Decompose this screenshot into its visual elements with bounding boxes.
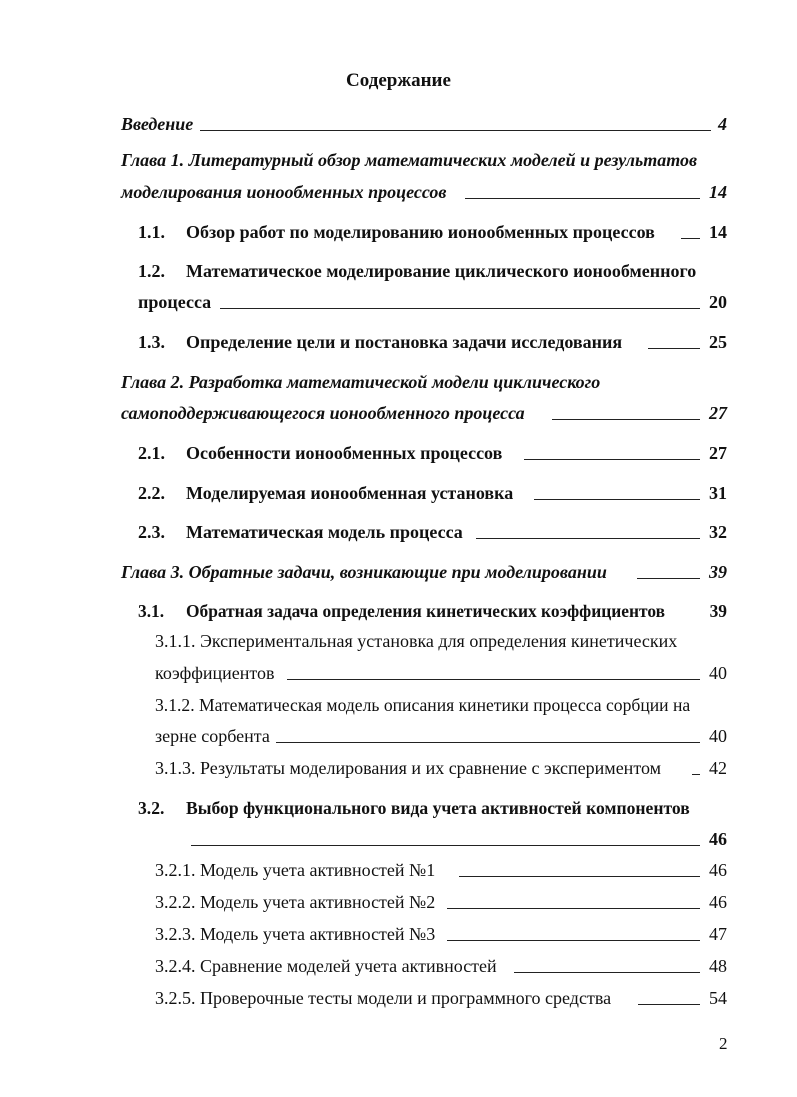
toc-entry-text: Обратная задача определения кинетических коэффициентов xyxy=(186,601,665,621)
toc-entry-text: Глава 1. Литературный обзор математических моделей и результатов xyxy=(121,150,698,170)
toc-entry-text: Выбор функционального вида учета активностей компонентов xyxy=(186,798,690,818)
toc-entry xyxy=(0,179,797,205)
toc-entry xyxy=(0,953,797,979)
toc-entry-page: 48 xyxy=(709,956,727,976)
toc-entry-page: 40 xyxy=(709,663,727,683)
toc-entry xyxy=(0,660,797,686)
toc-leader xyxy=(514,972,700,973)
toc-entry-text: Математическая модель процесса xyxy=(186,522,463,542)
toc-entry-page: 46 xyxy=(709,829,727,849)
toc-leader xyxy=(638,1004,700,1005)
toc-entry-text: Моделируемая ионообменная установка xyxy=(186,483,514,503)
toc-leader xyxy=(692,774,700,775)
toc-entry-page: 4 xyxy=(718,114,727,134)
toc-entry-number: 1.3. xyxy=(138,332,165,352)
toc-entry-text: Определение цели и постановка задачи исследования xyxy=(186,332,623,352)
toc-entry xyxy=(0,440,797,466)
toc-entry-text: Глава 2. Разработка математической модели циклического xyxy=(121,372,601,392)
toc-entry-page: 27 xyxy=(709,403,727,423)
toc-entry-text: Введение xyxy=(121,114,194,134)
toc-entry-text: 3.1.1. Экспериментальная установка для определения кинетических xyxy=(155,631,678,651)
toc-entry xyxy=(0,559,797,585)
toc-entry-text: моделирования ионообменных процессов xyxy=(121,182,447,202)
toc-entry-page: 42 xyxy=(709,758,727,778)
toc-entry-page: 46 xyxy=(709,892,727,912)
toc-leader xyxy=(552,419,700,420)
toc-leader xyxy=(276,742,700,743)
toc-leader xyxy=(220,308,700,309)
toc-title: Содержание xyxy=(346,70,451,91)
toc-entry-number: 2.1. xyxy=(138,443,165,463)
toc-entry xyxy=(0,400,797,426)
toc-leader xyxy=(191,845,700,846)
toc-entry-text: зерне сорбента xyxy=(155,726,270,746)
toc-entry-page: 20 xyxy=(709,292,727,312)
toc-entry xyxy=(0,289,797,315)
toc-entry xyxy=(0,889,797,915)
toc-entry xyxy=(0,692,797,718)
toc-entry-text: Математическое моделирование циклического ионообменного xyxy=(186,261,697,281)
toc-leader xyxy=(200,130,711,131)
toc-entry xyxy=(0,628,797,654)
toc-entry xyxy=(0,258,797,284)
toc-entry xyxy=(0,755,797,781)
toc-entry-text: самоподдерживающегося ионообменного процесса xyxy=(121,403,525,423)
toc-entry-number: 1.2. xyxy=(138,261,165,281)
toc-entry xyxy=(0,826,797,852)
toc-entry-text: коэффициентов xyxy=(155,663,275,683)
toc-entry-text: 3.1.2. Математическая модель описания кинетики процесса сорбции на xyxy=(155,695,691,715)
toc-entry xyxy=(0,519,797,545)
toc-entry-page: 32 xyxy=(709,522,727,542)
toc-entry xyxy=(0,329,797,355)
toc-entry xyxy=(0,795,797,821)
toc-leader xyxy=(287,679,700,680)
toc-leader xyxy=(459,876,700,877)
toc-leader xyxy=(524,459,700,460)
toc-entry xyxy=(0,147,797,173)
toc-entry-text: 3.2.5. Проверочные тесты модели и программного средства xyxy=(155,988,612,1008)
toc-leader xyxy=(447,908,700,909)
toc-leader xyxy=(637,578,700,579)
toc-entry-page: 46 xyxy=(709,860,727,880)
toc-entry-page: 25 xyxy=(709,332,727,352)
toc-entry-number: 3.1. xyxy=(138,601,165,621)
toc-leader xyxy=(447,940,700,941)
toc-entry-page: 27 xyxy=(709,443,727,463)
toc-entry-page: 47 xyxy=(709,924,727,944)
toc-entry-text: процесса xyxy=(138,292,212,312)
toc-leader xyxy=(681,238,700,239)
toc-leader xyxy=(534,499,700,500)
toc-entry-number: 2.3. xyxy=(138,522,165,542)
toc-entry-number: 3.2. xyxy=(138,798,165,818)
toc-entry xyxy=(0,219,797,245)
toc-entry xyxy=(0,369,797,395)
toc-entry xyxy=(0,921,797,947)
toc-entry-text: Обзор работ по моделированию ионообменных процессов xyxy=(186,222,655,242)
toc-entry-text: Особенности ионообменных процессов xyxy=(186,443,503,463)
toc-entry-text: 3.2.4. Сравнение моделей учета активностей xyxy=(155,956,497,976)
toc-entry-number: 2.2. xyxy=(138,483,165,503)
toc-entry xyxy=(0,111,797,137)
toc-entry-page: 31 xyxy=(709,483,727,503)
toc-entry xyxy=(0,480,797,506)
toc-entry-page: 14 xyxy=(709,222,727,242)
page-number: 2 xyxy=(719,1034,728,1053)
toc-entry xyxy=(0,857,797,883)
toc-entry-text: Глава 3. Обратные задачи, возникающие при моделировании xyxy=(121,562,607,582)
toc-entry-text: 3.2.1. Модель учета активностей №1 xyxy=(155,860,436,880)
toc-entry-text: 3.2.3. Модель учета активностей №3 xyxy=(155,924,436,944)
toc-entry-text: 3.1.3. Результаты моделирования и их сравнение с экспериментом xyxy=(155,758,661,778)
toc-entry-page: 14 xyxy=(709,182,727,202)
toc-entry-number: 1.1. xyxy=(138,222,165,242)
toc-entry-page: 39 xyxy=(709,562,727,582)
toc-entry-page: 39 xyxy=(709,601,727,621)
toc-leader xyxy=(465,198,700,199)
toc-entry-text: 3.2.2. Модель учета активностей №2 xyxy=(155,892,436,912)
toc-leader xyxy=(648,348,700,349)
toc-entry-page: 40 xyxy=(709,726,727,746)
toc-entry xyxy=(0,723,797,749)
toc-entry-page: 54 xyxy=(709,988,727,1008)
toc-entry xyxy=(0,985,797,1011)
toc-entry xyxy=(0,598,797,624)
toc-leader xyxy=(476,538,700,539)
